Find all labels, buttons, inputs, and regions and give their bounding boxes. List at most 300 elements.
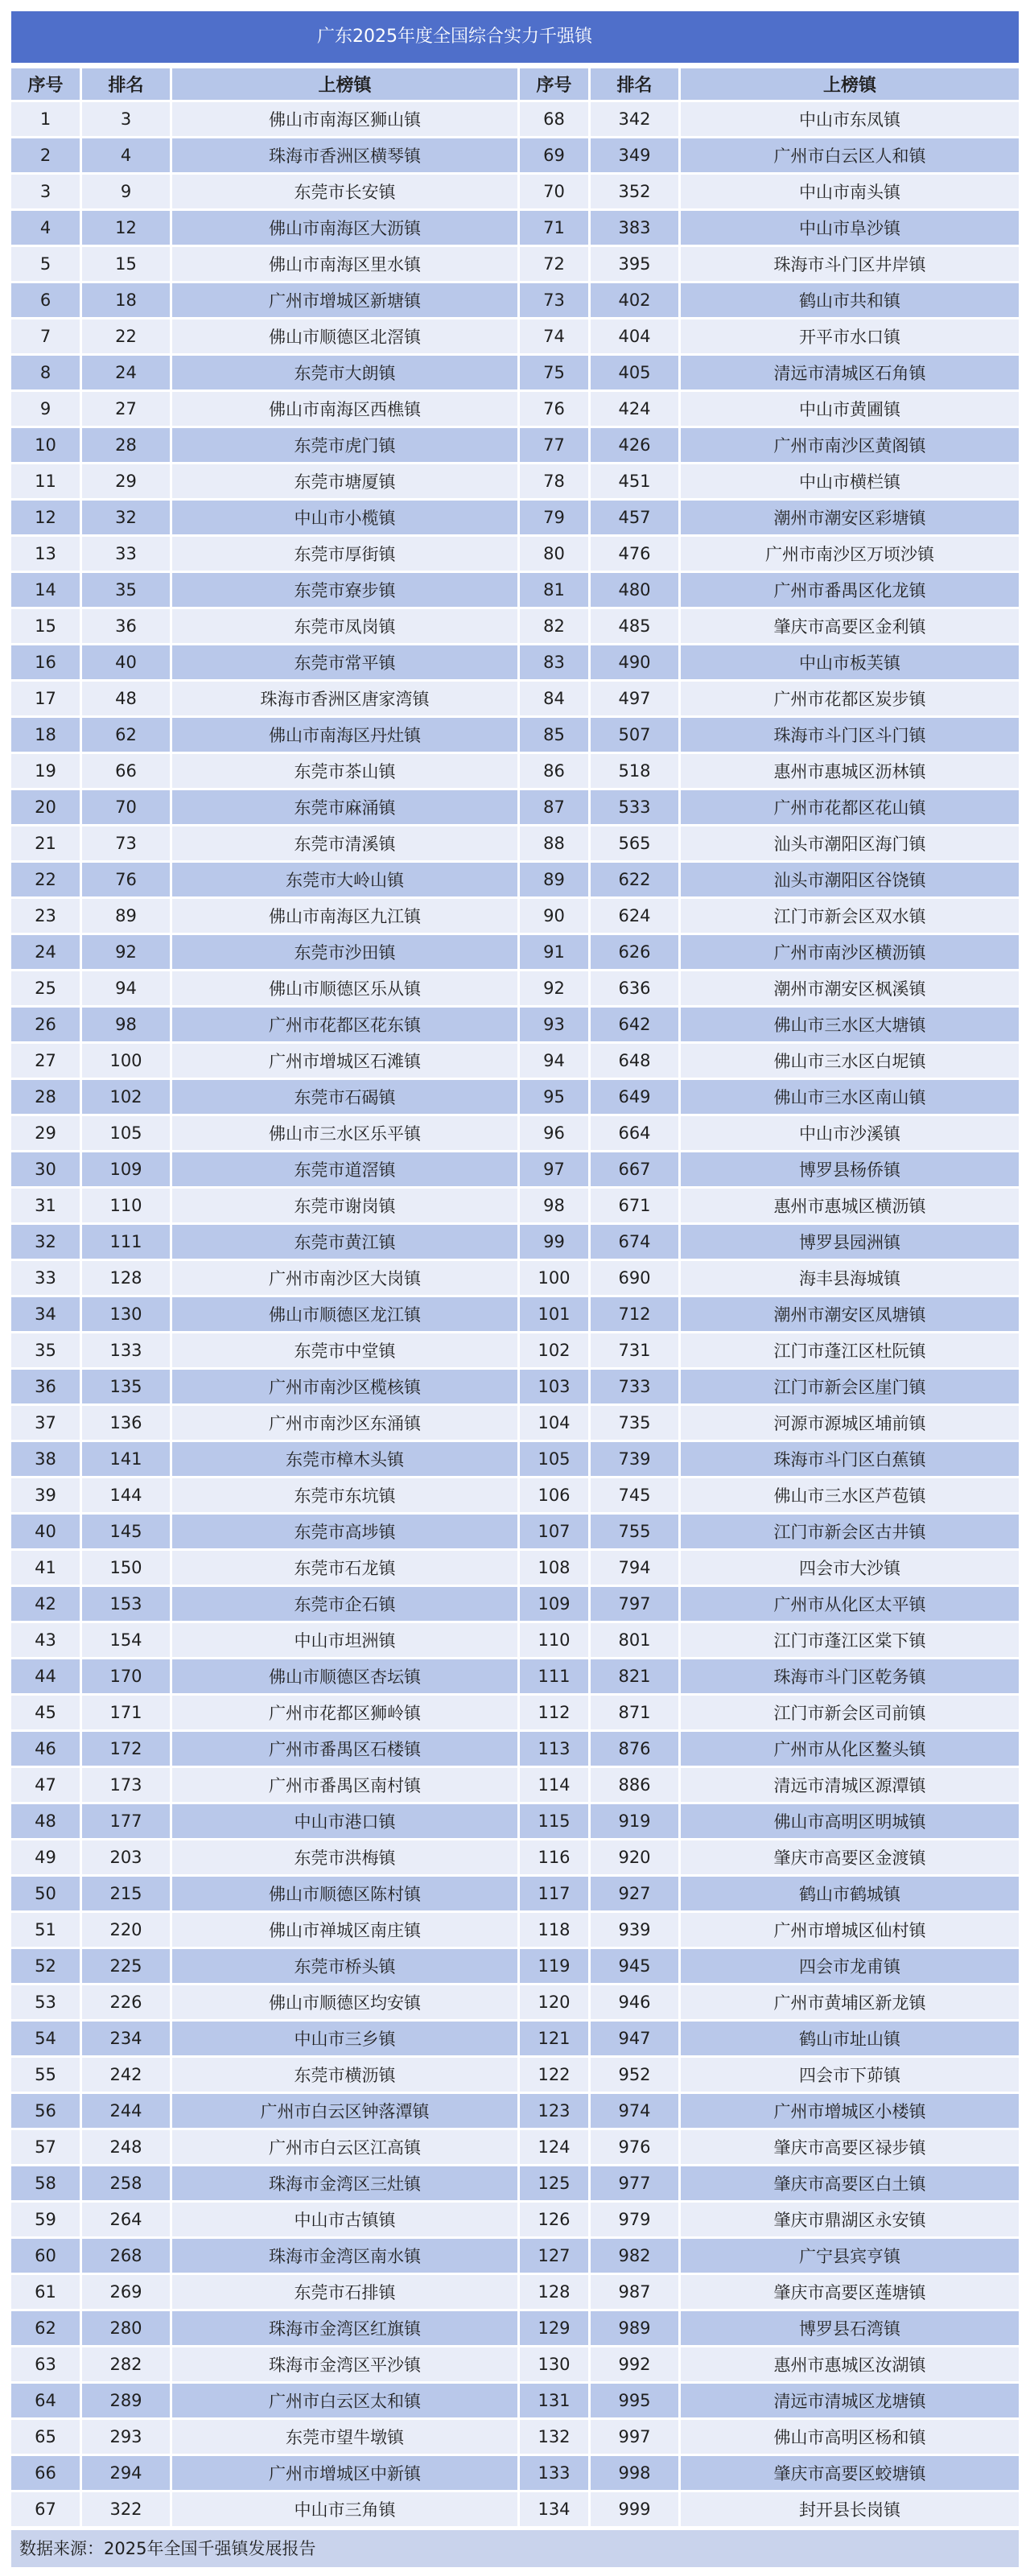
rank-cell-left: 62 <box>82 718 172 752</box>
rank-cell-right: 794 <box>591 1551 681 1585</box>
rank-cell-left: 70 <box>82 790 172 824</box>
table-title <box>11 11 1019 63</box>
rank-cell-left: 258 <box>82 2166 172 2200</box>
rank-cell-right: 426 <box>591 428 681 462</box>
index-cell-right: 115 <box>520 1804 591 1838</box>
rank-cell-left: 15 <box>82 247 172 281</box>
index-cell-left: 37 <box>11 1406 82 1440</box>
town-cell-left: 东莞市大朗镇 <box>172 356 520 389</box>
index-cell-right: 102 <box>520 1333 591 1367</box>
rank-cell-right: 626 <box>591 935 681 969</box>
rank-cell-right: 533 <box>591 790 681 824</box>
town-cell-right: 江门市新会区司前镇 <box>681 1696 1019 1729</box>
rank-cell-right: 992 <box>591 2347 681 2381</box>
index-cell-left: 18 <box>11 718 82 752</box>
index-cell-left: 24 <box>11 935 82 969</box>
table-row <box>11 1297 1019 1331</box>
index-cell-right: 73 <box>520 283 591 317</box>
index-cell-left: 48 <box>11 1804 82 1838</box>
index-cell-left: 55 <box>11 2058 82 2092</box>
town-cell-right: 肇庆市鼎湖区永安镇 <box>681 2203 1019 2236</box>
index-cell-left: 65 <box>11 2420 82 2454</box>
table-row <box>11 1985 1019 2019</box>
rank-cell-left: 173 <box>82 1768 172 1802</box>
town-cell-left: 佛山市顺德区北滘镇 <box>172 319 520 353</box>
town-cell-right: 四会市下茆镇 <box>681 2058 1019 2092</box>
index-cell-right: 134 <box>520 2492 591 2526</box>
town-cell-left: 广州市南沙区东涌镇 <box>172 1406 520 1440</box>
rank-cell-left: 130 <box>82 1297 172 1331</box>
rank-cell-right: 997 <box>591 2420 681 2454</box>
index-cell-right: 130 <box>520 2347 591 2381</box>
rank-cell-left: 242 <box>82 2058 172 2092</box>
table-row <box>11 790 1019 824</box>
index-cell-left: 8 <box>11 356 82 389</box>
table-row <box>11 283 1019 317</box>
rank-cell-right: 622 <box>591 863 681 896</box>
town-cell-left: 东莞市高埗镇 <box>172 1515 520 1548</box>
town-cell-left: 东莞市茶山镇 <box>172 754 520 788</box>
rank-cell-left: 73 <box>82 826 172 860</box>
rank-cell-left: 268 <box>82 2239 172 2273</box>
index-cell-left: 7 <box>11 319 82 353</box>
town-cell-left: 佛山市南海区狮山镇 <box>172 102 520 136</box>
town-cell-right: 河源市源城区埔前镇 <box>681 1406 1019 1440</box>
rank-cell-left: 98 <box>82 1008 172 1041</box>
town-cell-left: 中山市坦洲镇 <box>172 1623 520 1657</box>
town-cell-right: 肇庆市高要区莲塘镇 <box>681 2275 1019 2309</box>
index-cell-left: 44 <box>11 1659 82 1693</box>
town-cell-right: 广州市南沙区黄阁镇 <box>681 428 1019 462</box>
table-row <box>11 537 1019 571</box>
town-cell-right: 清远市清城区石角镇 <box>681 356 1019 389</box>
index-cell-right: 77 <box>520 428 591 462</box>
town-cell-right: 广州市南沙区万顷沙镇 <box>681 537 1019 571</box>
index-cell-right: 125 <box>520 2166 591 2200</box>
index-cell-right: 83 <box>520 645 591 679</box>
index-cell-right: 104 <box>520 1406 591 1440</box>
index-cell-left: 62 <box>11 2311 82 2345</box>
table-row <box>11 102 1019 136</box>
rank-cell-right: 952 <box>591 2058 681 2092</box>
rank-cell-left: 66 <box>82 754 172 788</box>
index-cell-left: 34 <box>11 1297 82 1331</box>
rank-cell-left: 177 <box>82 1804 172 1838</box>
town-cell-left: 东莞市东坑镇 <box>172 1478 520 1512</box>
rank-cell-left: 171 <box>82 1696 172 1729</box>
town-cell-right: 广州市从化区太平镇 <box>681 1587 1019 1621</box>
town-cell-right: 四会市大沙镇 <box>681 1551 1019 1585</box>
town-cell-right: 佛山市高明区杨和镇 <box>681 2420 1019 2454</box>
rank-cell-right: 518 <box>591 754 681 788</box>
rank-cell-left: 269 <box>82 2275 172 2309</box>
header-town-left: 上榜镇 <box>172 68 520 100</box>
town-cell-right: 肇庆市高要区白土镇 <box>681 2166 1019 2200</box>
rank-cell-right: 733 <box>591 1370 681 1403</box>
index-cell-left: 54 <box>11 2022 82 2055</box>
rank-cell-right: 649 <box>591 1080 681 1114</box>
town-cell-right: 佛山市三水区南山镇 <box>681 1080 1019 1114</box>
town-cell-left: 广州市白云区钟落潭镇 <box>172 2094 520 2128</box>
rank-cell-right: 674 <box>591 1225 681 1259</box>
header-town-right: 上榜镇 <box>681 68 1019 100</box>
rank-cell-right: 821 <box>591 1659 681 1693</box>
town-cell-left: 东莞市塘厦镇 <box>172 464 520 498</box>
table-row <box>11 1732 1019 1766</box>
rank-cell-right: 624 <box>591 899 681 933</box>
index-cell-right: 91 <box>520 935 591 969</box>
index-cell-left: 66 <box>11 2456 82 2490</box>
rank-cell-right: 404 <box>591 319 681 353</box>
town-cell-left: 东莞市寮步镇 <box>172 573 520 607</box>
index-cell-left: 12 <box>11 501 82 534</box>
table-row <box>11 754 1019 788</box>
table-row <box>11 1515 1019 1548</box>
table-row <box>11 1008 1019 1041</box>
rank-cell-right: 979 <box>591 2203 681 2236</box>
index-cell-right: 100 <box>520 1261 591 1295</box>
town-cell-left: 东莞市虎门镇 <box>172 428 520 462</box>
town-cell-right: 潮州市潮安区凤塘镇 <box>681 1297 1019 1331</box>
index-cell-right: 89 <box>520 863 591 896</box>
table-row <box>11 1877 1019 1910</box>
index-cell-right: 128 <box>520 2275 591 2309</box>
table-row <box>11 1442 1019 1476</box>
index-cell-left: 28 <box>11 1080 82 1114</box>
rank-cell-right: 946 <box>591 1985 681 2019</box>
table-row <box>11 1659 1019 1693</box>
rank-cell-right: 490 <box>591 645 681 679</box>
town-cell-left: 东莞市樟木头镇 <box>172 1442 520 1476</box>
index-cell-right: 68 <box>520 102 591 136</box>
header-rank-right: 排名 <box>591 68 681 100</box>
town-cell-left: 佛山市禅城区南庄镇 <box>172 1913 520 1947</box>
rank-cell-left: 144 <box>82 1478 172 1512</box>
header-index-right: 序号 <box>520 68 591 100</box>
rank-cell-right: 927 <box>591 1877 681 1910</box>
table-row <box>11 1261 1019 1295</box>
town-cell-left: 东莞市道滘镇 <box>172 1152 520 1186</box>
rank-cell-right: 671 <box>591 1189 681 1222</box>
town-cell-left: 东莞市望牛墩镇 <box>172 2420 520 2454</box>
index-cell-right: 122 <box>520 2058 591 2092</box>
index-cell-right: 86 <box>520 754 591 788</box>
town-cell-right: 广州市增城区仙村镇 <box>681 1913 1019 1947</box>
rank-cell-left: 234 <box>82 2022 172 2055</box>
town-cell-left: 珠海市金湾区南水镇 <box>172 2239 520 2273</box>
ranking-table <box>11 66 1019 2529</box>
index-cell-right: 116 <box>520 1840 591 1874</box>
rank-cell-right: 485 <box>591 609 681 643</box>
town-cell-right: 清远市清城区龙塘镇 <box>681 2384 1019 2417</box>
index-cell-left: 61 <box>11 2275 82 2309</box>
table-row <box>11 1768 1019 1802</box>
town-cell-right: 广州市白云区人和镇 <box>681 138 1019 172</box>
rank-cell-left: 322 <box>82 2492 172 2526</box>
town-cell-right: 广州市从化区鳌头镇 <box>681 1732 1019 1766</box>
index-cell-left: 63 <box>11 2347 82 2381</box>
rank-cell-right: 507 <box>591 718 681 752</box>
town-cell-right: 鹤山市址山镇 <box>681 2022 1019 2055</box>
index-cell-right: 123 <box>520 2094 591 2128</box>
town-cell-right: 珠海市斗门区斗门镇 <box>681 718 1019 752</box>
index-cell-right: 98 <box>520 1189 591 1222</box>
town-cell-left: 佛山市顺德区均安镇 <box>172 1985 520 2019</box>
index-cell-right: 114 <box>520 1768 591 1802</box>
ranking-sheet <box>11 11 1019 2567</box>
rank-cell-left: 40 <box>82 645 172 679</box>
rank-cell-left: 264 <box>82 2203 172 2236</box>
index-cell-left: 15 <box>11 609 82 643</box>
table-row <box>11 501 1019 534</box>
town-cell-left: 东莞市中堂镇 <box>172 1333 520 1367</box>
rank-cell-left: 294 <box>82 2456 172 2490</box>
rank-cell-right: 974 <box>591 2094 681 2128</box>
rank-cell-left: 48 <box>82 682 172 715</box>
town-cell-left: 佛山市顺德区杏坛镇 <box>172 1659 520 1693</box>
index-cell-left: 53 <box>11 1985 82 2019</box>
table-row <box>11 464 1019 498</box>
rank-cell-left: 92 <box>82 935 172 969</box>
town-cell-left: 广州市番禺区石楼镇 <box>172 1732 520 1766</box>
index-cell-right: 127 <box>520 2239 591 2273</box>
table-row <box>11 2166 1019 2200</box>
town-cell-left: 佛山市顺德区龙江镇 <box>172 1297 520 1331</box>
table-row <box>11 899 1019 933</box>
rank-cell-left: 248 <box>82 2130 172 2164</box>
rank-cell-left: 135 <box>82 1370 172 1403</box>
table-row <box>11 2094 1019 2128</box>
index-cell-left: 5 <box>11 247 82 281</box>
town-cell-right: 佛山市三水区白坭镇 <box>681 1044 1019 1078</box>
rank-cell-left: 280 <box>82 2311 172 2345</box>
rank-cell-left: 289 <box>82 2384 172 2417</box>
rank-cell-left: 154 <box>82 1623 172 1657</box>
town-cell-right: 珠海市斗门区乾务镇 <box>681 1659 1019 1693</box>
town-cell-right: 封开县长岗镇 <box>681 2492 1019 2526</box>
town-cell-right: 广宁县宾亨镇 <box>681 2239 1019 2273</box>
rank-cell-right: 801 <box>591 1623 681 1657</box>
table-row <box>11 2384 1019 2417</box>
rank-cell-right: 999 <box>591 2492 681 2526</box>
rank-cell-left: 225 <box>82 1949 172 1983</box>
table-row <box>11 1913 1019 1947</box>
town-cell-left: 东莞市企石镇 <box>172 1587 520 1621</box>
rank-cell-right: 402 <box>591 283 681 317</box>
index-cell-left: 36 <box>11 1370 82 1403</box>
index-cell-left: 50 <box>11 1877 82 1910</box>
index-cell-right: 93 <box>520 1008 591 1041</box>
index-cell-left: 13 <box>11 537 82 571</box>
rank-cell-left: 35 <box>82 573 172 607</box>
rank-cell-left: 172 <box>82 1732 172 1766</box>
town-cell-left: 珠海市香洲区横琴镇 <box>172 138 520 172</box>
table-row <box>11 2130 1019 2164</box>
rank-cell-right: 667 <box>591 1152 681 1186</box>
town-cell-right: 开平市水口镇 <box>681 319 1019 353</box>
index-cell-left: 58 <box>11 2166 82 2200</box>
index-cell-right: 94 <box>520 1044 591 1078</box>
town-cell-right: 博罗县杨侨镇 <box>681 1152 1019 1186</box>
town-cell-right: 江门市蓬江区棠下镇 <box>681 1623 1019 1657</box>
town-cell-right: 广州市花都区炭步镇 <box>681 682 1019 715</box>
rank-cell-right: 352 <box>591 175 681 208</box>
town-cell-left: 广州市白云区江高镇 <box>172 2130 520 2164</box>
rank-cell-right: 395 <box>591 247 681 281</box>
rank-cell-left: 220 <box>82 1913 172 1947</box>
town-cell-right: 江门市蓬江区杜阮镇 <box>681 1333 1019 1367</box>
town-cell-left: 广州市南沙区榄核镇 <box>172 1370 520 1403</box>
rank-cell-left: 100 <box>82 1044 172 1078</box>
table-row <box>11 682 1019 715</box>
town-cell-right: 中山市阜沙镇 <box>681 211 1019 245</box>
rank-cell-left: 150 <box>82 1551 172 1585</box>
rank-cell-right: 886 <box>591 1768 681 1802</box>
town-cell-right: 博罗县园洲镇 <box>681 1225 1019 1259</box>
header-index-left: 序号 <box>11 68 82 100</box>
table-row <box>11 428 1019 462</box>
rank-cell-right: 976 <box>591 2130 681 2164</box>
town-cell-left: 东莞市石碣镇 <box>172 1080 520 1114</box>
index-cell-right: 81 <box>520 573 591 607</box>
rank-cell-right: 871 <box>591 1696 681 1729</box>
town-cell-left: 中山市古镇镇 <box>172 2203 520 2236</box>
rank-cell-right: 939 <box>591 1913 681 1947</box>
table-row <box>11 1189 1019 1222</box>
town-cell-left: 东莞市大岭山镇 <box>172 863 520 896</box>
town-cell-left: 广州市增城区中新镇 <box>172 2456 520 2490</box>
town-cell-left: 东莞市谢岗镇 <box>172 1189 520 1222</box>
town-cell-right: 肇庆市高要区禄步镇 <box>681 2130 1019 2164</box>
index-cell-right: 120 <box>520 1985 591 2019</box>
table-row <box>11 573 1019 607</box>
town-cell-right: 广州市黄埔区新龙镇 <box>681 1985 1019 2019</box>
rank-cell-right: 998 <box>591 2456 681 2490</box>
index-cell-right: 74 <box>520 319 591 353</box>
table-row <box>11 138 1019 172</box>
town-cell-left: 广州市番禺区南村镇 <box>172 1768 520 1802</box>
town-cell-right: 江门市新会区双水镇 <box>681 899 1019 933</box>
index-cell-right: 106 <box>520 1478 591 1512</box>
town-cell-right: 鹤山市共和镇 <box>681 283 1019 317</box>
rank-cell-left: 89 <box>82 899 172 933</box>
rank-cell-right: 451 <box>591 464 681 498</box>
index-cell-right: 126 <box>520 2203 591 2236</box>
rank-cell-right: 945 <box>591 1949 681 1983</box>
rank-cell-right: 982 <box>591 2239 681 2273</box>
table-row <box>11 1152 1019 1186</box>
table-row <box>11 1116 1019 1150</box>
town-cell-right: 中山市沙溪镇 <box>681 1116 1019 1150</box>
index-cell-left: 64 <box>11 2384 82 2417</box>
table-row <box>11 609 1019 643</box>
index-cell-left: 21 <box>11 826 82 860</box>
rank-cell-right: 690 <box>591 1261 681 1295</box>
table-body <box>11 102 1019 2526</box>
rank-cell-right: 712 <box>591 1297 681 1331</box>
index-cell-left: 57 <box>11 2130 82 2164</box>
rank-cell-right: 735 <box>591 1406 681 1440</box>
rank-cell-left: 133 <box>82 1333 172 1367</box>
index-cell-right: 85 <box>520 718 591 752</box>
rank-cell-left: 33 <box>82 537 172 571</box>
town-cell-left: 东莞市清溪镇 <box>172 826 520 860</box>
index-cell-left: 33 <box>11 1261 82 1295</box>
table-row <box>11 645 1019 679</box>
index-cell-left: 35 <box>11 1333 82 1367</box>
table-row <box>11 1949 1019 1983</box>
town-cell-left: 佛山市南海区丹灶镇 <box>172 718 520 752</box>
town-cell-left: 珠海市金湾区三灶镇 <box>172 2166 520 2200</box>
town-cell-left: 广州市花都区花东镇 <box>172 1008 520 1041</box>
table-row <box>11 2311 1019 2345</box>
rank-cell-right: 664 <box>591 1116 681 1150</box>
town-cell-left: 东莞市黄江镇 <box>172 1225 520 1259</box>
index-cell-right: 80 <box>520 537 591 571</box>
rank-cell-left: 203 <box>82 1840 172 1874</box>
index-cell-right: 84 <box>520 682 591 715</box>
index-cell-left: 9 <box>11 392 82 426</box>
town-cell-left: 佛山市南海区西樵镇 <box>172 392 520 426</box>
index-cell-left: 26 <box>11 1008 82 1041</box>
index-cell-left: 4 <box>11 211 82 245</box>
index-cell-left: 3 <box>11 175 82 208</box>
town-cell-left: 广州市白云区太和镇 <box>172 2384 520 2417</box>
table-row <box>11 718 1019 752</box>
town-cell-right: 中山市南头镇 <box>681 175 1019 208</box>
rank-cell-left: 24 <box>82 356 172 389</box>
index-cell-left: 22 <box>11 863 82 896</box>
town-cell-left: 东莞市横沥镇 <box>172 2058 520 2092</box>
index-cell-right: 71 <box>520 211 591 245</box>
index-cell-right: 107 <box>520 1515 591 1548</box>
rank-cell-right: 995 <box>591 2384 681 2417</box>
table-row <box>11 1840 1019 1874</box>
town-cell-left: 中山市小榄镇 <box>172 501 520 534</box>
rank-cell-left: 105 <box>82 1116 172 1150</box>
rank-cell-right: 405 <box>591 356 681 389</box>
index-cell-right: 78 <box>520 464 591 498</box>
index-cell-left: 10 <box>11 428 82 462</box>
rank-cell-left: 76 <box>82 863 172 896</box>
rank-cell-right: 920 <box>591 1840 681 1874</box>
index-cell-left: 25 <box>11 971 82 1005</box>
rank-cell-right: 636 <box>591 971 681 1005</box>
town-cell-right: 肇庆市高要区蛟塘镇 <box>681 2456 1019 2490</box>
rank-cell-left: 109 <box>82 1152 172 1186</box>
index-cell-right: 69 <box>520 138 591 172</box>
table-row <box>11 392 1019 426</box>
rank-cell-left: 28 <box>82 428 172 462</box>
rank-cell-left: 170 <box>82 1659 172 1693</box>
source-note <box>11 2530 1019 2567</box>
header-rank-left: 排名 <box>82 68 172 100</box>
table-row <box>11 2456 1019 2490</box>
town-cell-right: 广州市南沙区横沥镇 <box>681 935 1019 969</box>
table-row <box>11 1406 1019 1440</box>
index-cell-left: 14 <box>11 573 82 607</box>
index-cell-right: 132 <box>520 2420 591 2454</box>
rank-cell-right: 947 <box>591 2022 681 2055</box>
town-cell-right: 潮州市潮安区枫溪镇 <box>681 971 1019 1005</box>
table-row <box>11 1551 1019 1585</box>
town-cell-left: 东莞市石龙镇 <box>172 1551 520 1585</box>
town-cell-right: 中山市板芙镇 <box>681 645 1019 679</box>
rank-cell-left: 12 <box>82 211 172 245</box>
town-cell-left: 东莞市沙田镇 <box>172 935 520 969</box>
rank-cell-left: 29 <box>82 464 172 498</box>
town-cell-right: 肇庆市高要区金渡镇 <box>681 1840 1019 1874</box>
